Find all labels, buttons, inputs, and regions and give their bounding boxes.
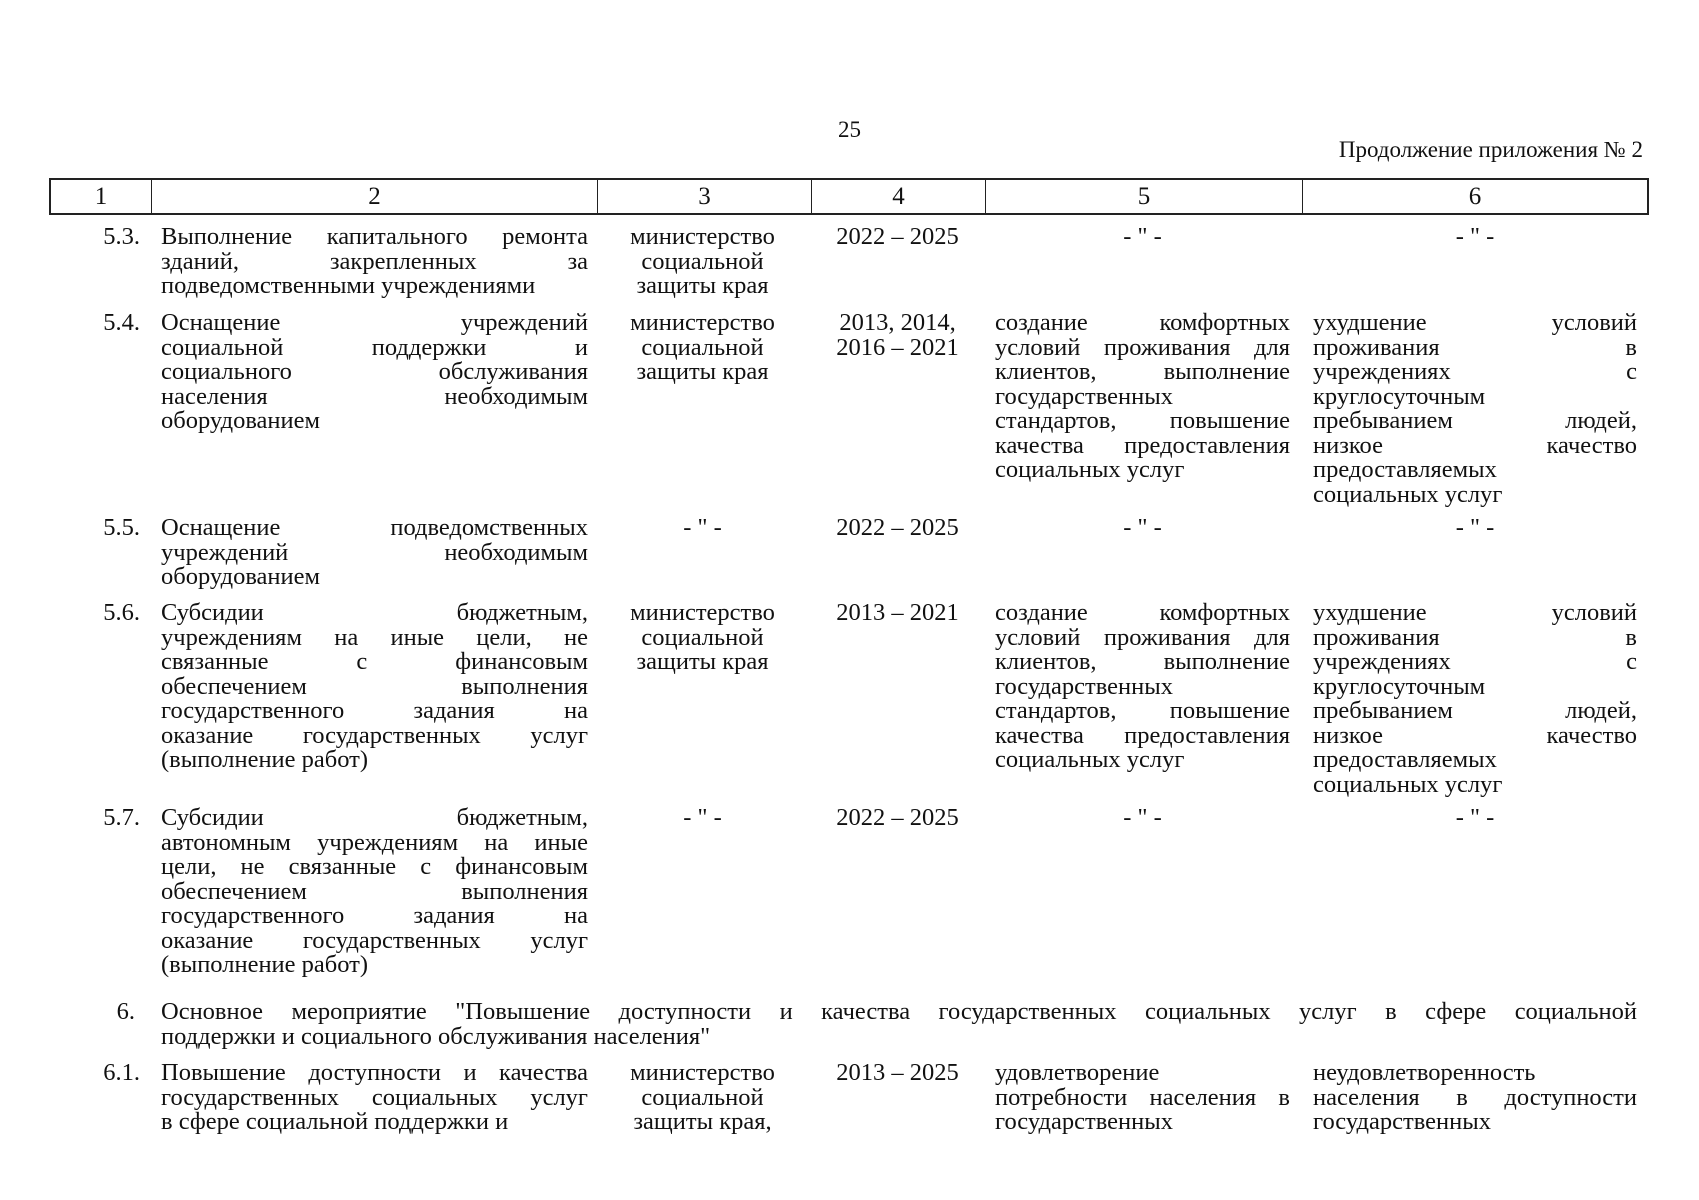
measure-name-line: Субсидии бюджетным, — [161, 804, 588, 831]
measure-name-line: автономным учреждениям на иные — [161, 828, 588, 856]
measure-name — [161, 601, 588, 773]
expected-result — [995, 601, 1290, 773]
expected-result — [995, 311, 1290, 483]
consequence-line: предоставляемых — [1313, 456, 1497, 483]
consequence-line: проживания в — [1313, 333, 1637, 361]
measure-name — [161, 806, 588, 978]
page-number: 25 — [838, 117, 861, 142]
consequence-line: социальных услуг — [1313, 480, 1503, 508]
period-line: 2013 – 2021 — [836, 599, 959, 626]
executor — [615, 601, 790, 675]
executor-line: министерство — [630, 309, 775, 336]
period-line: 2016 – 2021 — [836, 333, 959, 361]
consequence-line: ухудшение условий — [1313, 599, 1637, 626]
measure-name-line: оказание государственных услуг — [161, 926, 588, 954]
consequence-line: круглосуточным — [1313, 672, 1486, 700]
expected-result-line: социальных услуг — [995, 746, 1185, 773]
executor — [615, 311, 790, 385]
period — [810, 225, 985, 250]
consequence-line: - " - — [1455, 514, 1495, 541]
consequence-line: пребыванием людей, — [1313, 697, 1637, 724]
expected-result — [995, 806, 1290, 831]
table-header — [49, 178, 1649, 215]
expected-result-line: качества предоставления — [995, 431, 1290, 459]
consequence — [1313, 1061, 1637, 1135]
consequence-line: круглосуточным — [1313, 382, 1486, 410]
measure-name-line: Субсидии бюджетным, — [161, 599, 588, 626]
header-col-1: 1 — [94, 183, 108, 210]
measure-name-line: связанные с финансовым — [161, 648, 588, 675]
expected-result-line: качества предоставления — [995, 721, 1290, 749]
expected-result-line: потребности населения в — [995, 1083, 1290, 1111]
expected-result-line: стандартов, повышение — [995, 697, 1290, 724]
executor — [615, 225, 790, 299]
measure-name-line: зданий, закрепленных за — [161, 247, 588, 275]
period-line: 2022 – 2025 — [836, 223, 959, 250]
consequence-line: - " - — [1455, 804, 1495, 831]
measure-name-line: населения необходимым — [161, 382, 588, 410]
executor-line: социальной — [641, 1083, 764, 1111]
measure-name — [161, 1061, 588, 1135]
measure-name-line: (выполнение работ) — [161, 746, 369, 773]
consequence — [1313, 806, 1637, 831]
measure-name-line: социального обслуживания — [161, 358, 588, 385]
executor-line: министерство — [630, 223, 775, 250]
expected-result-line: создание комфортных — [995, 309, 1290, 336]
period-line: 2013, 2014, — [839, 309, 956, 336]
executor-line: социальной — [641, 247, 764, 275]
expected-result-line: условий проживания для — [995, 623, 1290, 651]
measure-name-line: Оснащение учреждений — [161, 309, 588, 336]
measure-name-line: цели, не связанные с финансовым — [161, 853, 588, 880]
period-line: 2013 – 2025 — [836, 1059, 959, 1086]
executor-line: министерство — [630, 1059, 775, 1086]
measure-name-line: социальной поддержки и — [161, 333, 588, 361]
expected-result-line: клиентов, выполнение — [995, 648, 1290, 675]
period — [810, 806, 985, 831]
period-line: 2022 – 2025 — [836, 514, 959, 541]
expected-result-line: - " - — [1123, 804, 1162, 831]
row-number: 6.1. — [103, 1059, 140, 1086]
consequence-line: проживания в — [1313, 623, 1637, 651]
executor-line: защиты края — [636, 358, 769, 385]
row-number: 5.5. — [103, 514, 140, 541]
measure-name — [161, 311, 588, 434]
section-6-num: 6. — [116, 998, 135, 1025]
measure-name — [161, 225, 588, 299]
measure-name — [161, 516, 588, 590]
expected-result-line: стандартов, повышение — [995, 407, 1290, 434]
consequence-line: учреждениях с — [1313, 358, 1637, 385]
section-6-title — [161, 1000, 1637, 1049]
expected-result-line: государственных — [995, 1108, 1173, 1135]
expected-result-line: условий проживания для — [995, 333, 1290, 361]
consequence-line: социальных услуг — [1313, 770, 1503, 798]
consequence — [1313, 225, 1637, 250]
consequence — [1313, 601, 1637, 797]
consequence-line: низкое качество — [1313, 431, 1637, 459]
executor — [615, 516, 790, 541]
expected-result — [995, 225, 1290, 250]
measure-name-line: обеспечением выполнения — [161, 877, 588, 905]
period — [810, 516, 985, 541]
row-number: 5.6. — [103, 599, 140, 626]
consequence — [1313, 311, 1637, 507]
row-number: 5.7. — [103, 804, 140, 831]
consequence — [1313, 516, 1637, 541]
executor — [615, 806, 790, 831]
executor-line: защиты края, — [633, 1108, 772, 1135]
consequence-line: учреждениях с — [1313, 648, 1637, 675]
measure-name-line: оборудованием — [161, 407, 321, 434]
consequence-line: низкое качество — [1313, 721, 1637, 749]
measure-name-line: государственного задания на — [161, 697, 588, 724]
measure-name-line: учреждений необходимым — [161, 538, 588, 566]
expected-result-line: удовлетворение — [995, 1059, 1160, 1086]
period — [810, 601, 985, 626]
header-col-3: 3 — [597, 180, 811, 213]
executor-line: защиты края — [636, 648, 769, 675]
consequence-line: ухудшение условий — [1313, 309, 1637, 336]
expected-result-line: социальных услуг — [995, 456, 1185, 483]
row-number: 5.3. — [103, 223, 140, 250]
header-col-2: 2 — [151, 180, 597, 213]
consequence-line: государственных — [1313, 1108, 1491, 1135]
section-6-title-line: поддержки и социального обслуживания населения" — [161, 1022, 711, 1050]
consequence-line: населения в доступности — [1313, 1083, 1637, 1111]
expected-result-line: - " - — [1123, 223, 1162, 250]
row-number: 5.4. — [103, 309, 140, 336]
consequence-line: неудовлетворенность — [1313, 1059, 1536, 1086]
expected-result-line: клиентов, выполнение — [995, 358, 1290, 385]
measure-name-line: учреждениям на иные цели, не — [161, 623, 588, 651]
measure-name-line: Выполнение капитального ремонта — [161, 223, 588, 250]
expected-result — [995, 1061, 1290, 1135]
expected-result-line: государственных — [995, 672, 1173, 700]
measure-name-line: государственного задания на — [161, 902, 588, 929]
executor-line: социальной — [641, 623, 764, 651]
measure-name-line: оказание государственных услуг — [161, 721, 588, 749]
period — [810, 1061, 985, 1086]
consequence-line: - " - — [1455, 223, 1495, 250]
consequence-line: пребыванием людей, — [1313, 407, 1637, 434]
expected-result-line: создание комфортных — [995, 599, 1290, 626]
consequence-line: предоставляемых — [1313, 746, 1497, 773]
measure-name-line: обеспечением выполнения — [161, 672, 588, 700]
executor-line: министерство — [630, 599, 775, 626]
header-col-5: 5 — [985, 180, 1302, 213]
measure-name-line: подведомственными учреждениями — [161, 272, 536, 299]
measure-name-line: Оснащение подведомственных — [161, 514, 588, 541]
period-line: 2022 – 2025 — [836, 804, 959, 831]
measure-name-line: в сфере социальной поддержки и — [161, 1108, 509, 1135]
executor-line: - " - — [683, 804, 722, 831]
executor-line: защиты края — [636, 272, 769, 299]
executor — [615, 1061, 790, 1135]
measure-name-line: государственных социальных услуг — [161, 1083, 588, 1111]
expected-result-line: государственных — [995, 382, 1173, 410]
expected-result-line: - " - — [1123, 514, 1162, 541]
appendix-note: Продолжение приложения № 2 — [1338, 137, 1643, 162]
expected-result — [995, 516, 1290, 541]
header-col-4: 4 — [811, 180, 985, 213]
executor-line: социальной — [641, 333, 764, 361]
period — [810, 311, 985, 360]
executor-line: - " - — [683, 514, 722, 541]
header-col-6: 6 — [1302, 180, 1647, 213]
section-6-title-line: Основное мероприятие "Повышение доступности и качества государственных социальных услуг в сфере социальной — [161, 998, 1637, 1025]
measure-name-line: оборудованием — [161, 563, 321, 590]
measure-name-line: (выполнение работ) — [161, 951, 369, 978]
measure-name-line: Повышение доступности и качества — [161, 1059, 588, 1086]
